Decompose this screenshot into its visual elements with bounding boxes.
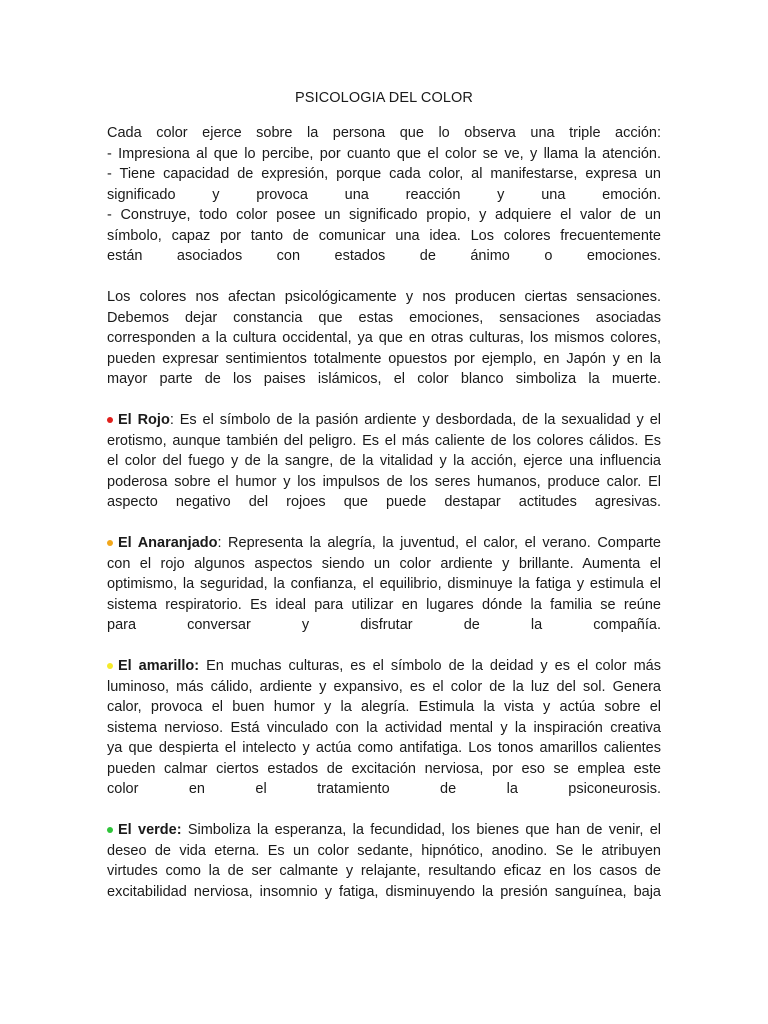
section-term: El verde: xyxy=(118,822,182,838)
text-line: corresponden a la cultura occidental, ya que en otras culturas, los mismos colores, xyxy=(107,330,661,346)
text-line: erotismo, aunque también del peligro. Es el más caliente de los colores cálidos. Es xyxy=(107,432,661,449)
text-line: Los colores nos afectan psicológicamente y nos producen ciertas sensaciones. xyxy=(107,289,661,305)
intro-paragraph xyxy=(107,123,661,267)
text-line: - Tiene capacidad de expresión, porque cada color, al manifestarse, expresa un xyxy=(107,166,661,182)
text-line: virtudes como la de ser calmante y relajante, resultando eficaz en los casos de xyxy=(107,863,661,879)
text-line: están asociados con estados de ánimo o emociones. xyxy=(107,248,661,264)
section-first-line xyxy=(107,656,661,677)
section-anaranjado xyxy=(107,533,661,636)
section-term: El Rojo xyxy=(118,412,170,428)
red-bullet-icon xyxy=(107,417,113,423)
text-line: - Impresiona al que lo percibe, por cuanto que el color se ve, y llama la atención. xyxy=(107,145,661,162)
section-text: Simboliza la esperanza, la fecundidad, los bienes que han de venir, el xyxy=(181,822,661,838)
text-line: luminoso, más cálido, ardiente y expansivo, es el color de la luz del sol. Genera xyxy=(107,678,661,695)
yellow-bullet-icon xyxy=(107,663,113,669)
text-line: Cada color ejerce sobre la persona que lo observa una triple acción: xyxy=(107,125,661,141)
text-line: sistema nervioso. Está vinculado con la actividad mental y la inspiración creativa xyxy=(107,719,661,736)
text-line: símbolo, capaz por tanto de comunicar una idea. Los colores frecuentemente xyxy=(107,227,661,244)
section-first-line xyxy=(107,410,661,431)
text-line: sistema respiratorio. Es ideal para utilizar en lugares dónde la familia se reúne xyxy=(107,596,661,613)
section-text: : Es el símbolo de la pasión ardiente y desbordada, de la sexualidad y el xyxy=(169,412,661,428)
section-first-line xyxy=(107,820,661,841)
text-line: optimismo, la seguridad, la confianza, el equilibrio, disminuye la fatiga y estimula el xyxy=(107,576,661,592)
section-verde xyxy=(107,820,661,902)
effects-paragraph xyxy=(107,287,661,390)
text-line: Debemos dejar constancia que estas emociones, sensaciones asociadas xyxy=(107,309,661,326)
text-line: pueden calmar ciertos estados de excitación nerviosa, por eso se emplea este xyxy=(107,760,661,777)
text-line: aspecto negativo del rojoes que puede destapar actitudes agresivas. xyxy=(107,494,661,510)
text-line: pueden expresar sentimientos totalmente opuestos por ejemplo, en Japón y en la xyxy=(107,350,661,367)
text-line: calor, provoca el buen humor y la alegría. Estimula la vista y actúa sobre el xyxy=(107,699,661,715)
section-term: El Anaranjado xyxy=(118,535,218,551)
page-title: PSICOLOGIA DEL COLOR xyxy=(295,90,473,106)
section-first-line xyxy=(107,533,661,554)
text-line: excitabilidad nerviosa, insomnio y fatiga, disminuyendo la presión sanguínea, baja xyxy=(107,883,661,900)
text-line: ya que despierta el intelecto y actúa como antifatiga. Los tonos amarillos calientes xyxy=(107,740,661,756)
text-line: poderosa sobre el humor y los impulsos de los seres humanos, produce calor. El xyxy=(107,473,661,490)
section-rojo xyxy=(107,410,661,513)
text-line: deseo de vida eterna. Es un color sedante, hipnótico, anodino. Se le atribuyen xyxy=(107,842,661,859)
text-line: significado y provoca una reacción y una emoción. xyxy=(107,186,661,203)
text-line: color en el tratamiento de la psiconeurosis. xyxy=(107,781,661,797)
green-bullet-icon xyxy=(107,827,113,833)
section-text: En muchas culturas, es el símbolo de la deidad y es el color más xyxy=(199,658,661,674)
text-line: mayor parte de los paises islámicos, el color blanco simboliza la muerte. xyxy=(107,371,661,387)
text-line: para conversar y disfrutar de la compañía. xyxy=(107,617,661,633)
section-amarillo xyxy=(107,656,661,800)
document-page xyxy=(107,88,661,902)
text-line: el color del fuego y de la sangre, de la vitalidad y la acción, ejerce una influencia xyxy=(107,453,661,469)
section-text: : Representa la alegría, la juventud, el calor, el verano. Comparte xyxy=(217,535,661,551)
section-term: El amarillo: xyxy=(118,658,200,674)
text-line: - Construye, todo color posee un significado propio, y adquiere el valor de un xyxy=(107,207,661,223)
orange-bullet-icon xyxy=(107,540,113,546)
text-line: con el rojo algunos aspectos siendo un color ardiente y brillante. Aumenta el xyxy=(107,555,661,572)
